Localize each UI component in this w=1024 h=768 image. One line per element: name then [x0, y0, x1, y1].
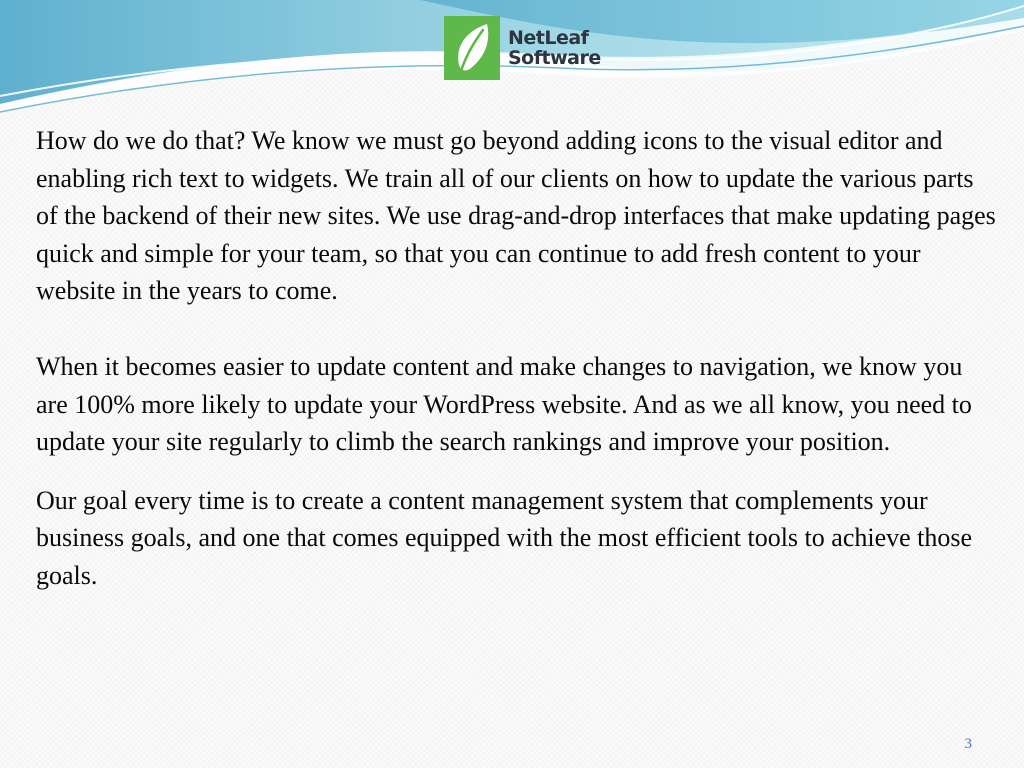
paragraph-3: Our goal every time is to create a content management system that complements your business goals, and one that comes equipped with the most efficient tools to achieve those goals.: [36, 485, 973, 590]
page-number: 3: [964, 736, 972, 752]
logo-mark: [444, 16, 500, 80]
paragraph-2: When it becomes easier to update content and make changes to navigation, we know you are 100% more likely to update your WordPress website. And as we all know, you need to update your site regularly to climb the search rankings and improve your position.: [36, 351, 972, 457]
logo-wordmark: [508, 28, 601, 68]
netleaf-logo: [444, 16, 601, 80]
logo-text-line1: NetLeaf: [508, 27, 589, 49]
body-text: [36, 122, 996, 595]
leaf-icon: [451, 21, 493, 75]
logo-text-line2: Software: [508, 47, 601, 69]
paragraph-1: How do we do that? We know we must go beyond adding icons to the visual editor and enabling rich text to widgets. We train all of our clients on how to update the various parts of the backend of their new sites. We use drag-and-drop interfaces that make updating pages quick and simple for your team, so that you can continue to add fresh content to your website in the years to come.: [36, 126, 996, 306]
